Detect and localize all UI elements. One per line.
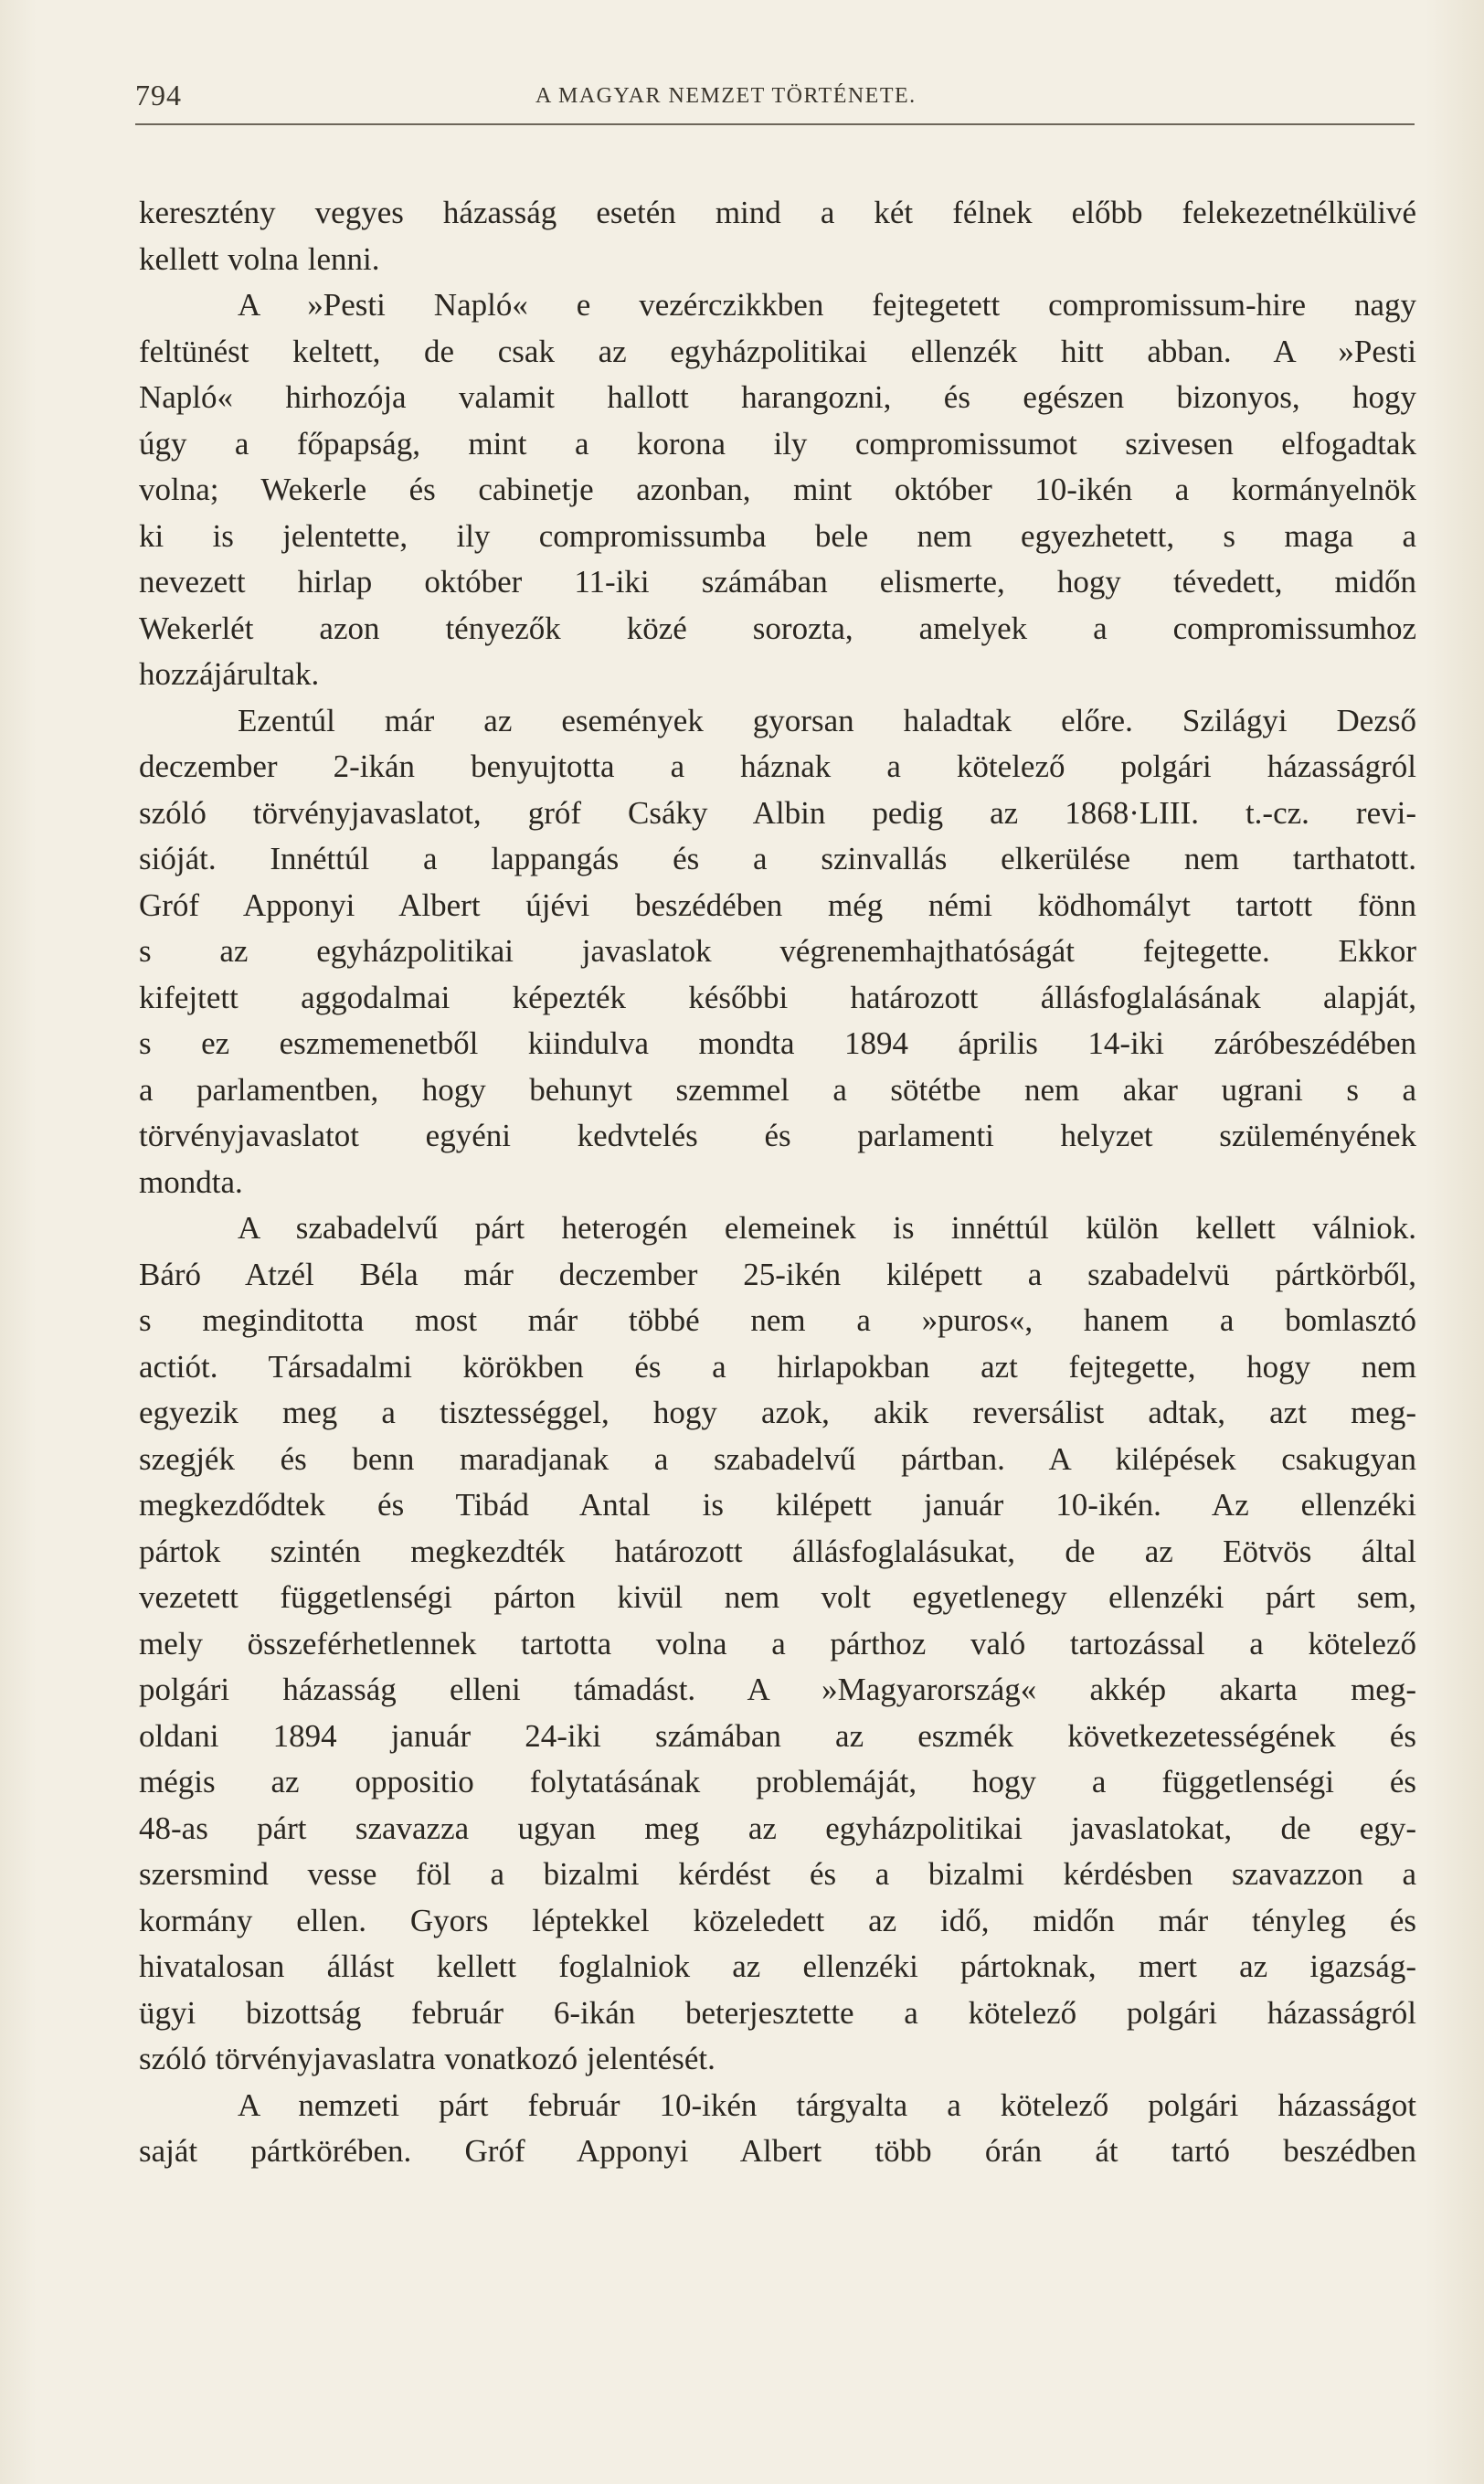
text-line: mely összeférhetlennek tartotta volna a párthoz való tartozással a kötelező <box>139 1625 1416 1661</box>
text-line: a parlamentben, hogy behunyt szemmel a sötétbe nem akar ugrani s a <box>139 1071 1416 1108</box>
text-line: Wekerlét azon tényezők közé sorozta, amelyek a compromissumhoz <box>139 610 1416 646</box>
header-rule <box>135 123 1415 125</box>
text-line: hozzájárultak. <box>139 656 320 692</box>
text-line: saját pártkörében. Gróf Apponyi Albert több órán át tartó beszédben <box>139 2133 1416 2169</box>
text-line: Napló« hirhozója valamit hallott harangozni, és egészen bizonyos, hogy <box>139 379 1416 415</box>
text-line: mégis az oppositio folytatásának problemáját, hogy a függetlenségi és <box>139 1764 1416 1799</box>
text-line: 48-as párt szavazza ugyan meg az egyházpolitikai javaslatokat, de egy- <box>139 1810 1416 1846</box>
text-line: szegjék és benn maradjanak a szabadelvű pártban. A kilépések csakugyan <box>139 1440 1416 1477</box>
text-line: polgári házasság elleni támadást. A »Magyarország« akkép akarta meg- <box>139 1672 1416 1707</box>
text-line: törvényjavaslatot egyéni kedvtelés és parlamenti helyzet szüleményének <box>139 1118 1416 1153</box>
text-line: feltünést keltett, de csak az egyházpolitikai ellenzék hitt abban. A »Pesti <box>139 333 1416 369</box>
text-line: vezetett függetlenségi párton kivül nem volt egyetlenegy ellenzéki párt sem, <box>139 1579 1416 1615</box>
text-line: s ez eszmemenetből kiindulva mondta 1894 április 14-iki záróbeszédében <box>139 1025 1416 1061</box>
text-line: sióját. Innéttúl a lappangás és a szinvallás elkerülése nem tarthatott. <box>139 841 1416 876</box>
text-line: úgy a főpapság, mint a korona ily compromissumot szivesen elfogadtak <box>139 425 1416 462</box>
text-line: kormány ellen. Gyors léptekkel közeledett az idő, midőn már tényleg és <box>139 1902 1416 1938</box>
text-line: s az egyházpolitikai javaslatok végrenemhajthatóságát fejtegette. Ekkor <box>139 933 1416 969</box>
text-line: deczember 2-ikán benyujtotta a háznak a kötelező polgári házasságról <box>139 748 1416 784</box>
text-line: A szabadelvű párt heterogén elemeinek is innéttúl külön kellett válniok. <box>238 1210 1416 1246</box>
text-line: szersmind vesse föl a bizalmi kérdést és a bizalmi kérdésben szavazzon a <box>139 1856 1416 1892</box>
text-line: kellett volna lenni. <box>139 240 380 277</box>
text-line: nevezett hirlap október 11-iki számában elismerte, hogy tévedett, midőn <box>139 564 1416 600</box>
page-number: 794 <box>135 79 182 111</box>
text-line: pártok szintén megkezdték határozott állásfoglalásukat, de az Eötvös által <box>139 1533 1416 1569</box>
text-line: keresztény vegyes házasság esetén mind a két félnek előbb felekezetnélkülivé <box>139 195 1416 230</box>
text-line: szóló törvényjavaslatot, gróf Csáky Albin pedig az 1868·LIII. t.-cz. revi- <box>139 794 1416 831</box>
body-text <box>139 190 1416 2175</box>
text-line: volna; Wekerle és cabinetje azonban, mint október 10-ikén a kormányelnök <box>139 472 1416 507</box>
text-line: mondta. <box>139 1163 243 1200</box>
running-title: A MAGYAR NEMZET TÖRTÉNETE. <box>535 84 917 108</box>
text-line: egyezik meg a tisztességgel, hogy azok, akik reversálist adtak, azt meg- <box>139 1395 1416 1430</box>
text-line: ügyi bizottság február 6-ikán beterjesztette a kötelező polgári házasságról <box>139 1994 1416 2031</box>
text-line: Gróf Apponyi Albert újévi beszédében még némi ködhomályt tartott fönn <box>139 886 1416 923</box>
text-line: Báró Atzél Béla már deczember 25-ikén kilépett a szabadelvü pártkörből, <box>139 1256 1416 1292</box>
text-line: A »Pesti Napló« e vezérczikkben fejtegetett compromissum-hire nagy <box>238 287 1416 323</box>
text-line: A nemzeti párt február 10-ikén tárgyalta a kötelező polgári házasságot <box>238 2086 1416 2123</box>
text-line: megkezdődtek és Tibád Antal is kilépett január 10-ikén. Az ellenzéki <box>139 1487 1416 1523</box>
text-line: szóló törvényjavaslatra vonatkozó jelentését. <box>139 2041 716 2076</box>
text-line: Ezentúl már az események gyorsan haladtak előre. Szilágyi Dezső <box>238 702 1416 738</box>
text-line: kifejtett aggodalmai képezték későbbi határozott állásfoglalásának alapját, <box>139 979 1416 1015</box>
text-line: oldani 1894 január 24-iki számában az eszmék következetességének és <box>139 1717 1416 1754</box>
text-line: ki is jelentette, ily compromissumba bele nem egyezhetett, s maga a <box>139 517 1416 554</box>
text-line: hivatalosan állást kellett foglalniok az ellenzéki pártoknak, mert az igazság- <box>139 1948 1416 1984</box>
page-header <box>135 79 1415 122</box>
text-line: actiót. Társadalmi körökben és a hirlapokban azt fejtegette, hogy nem <box>139 1348 1416 1385</box>
text-line: s meginditotta most már többé nem a »puros«, hanem a bomlasztó <box>139 1302 1416 1338</box>
